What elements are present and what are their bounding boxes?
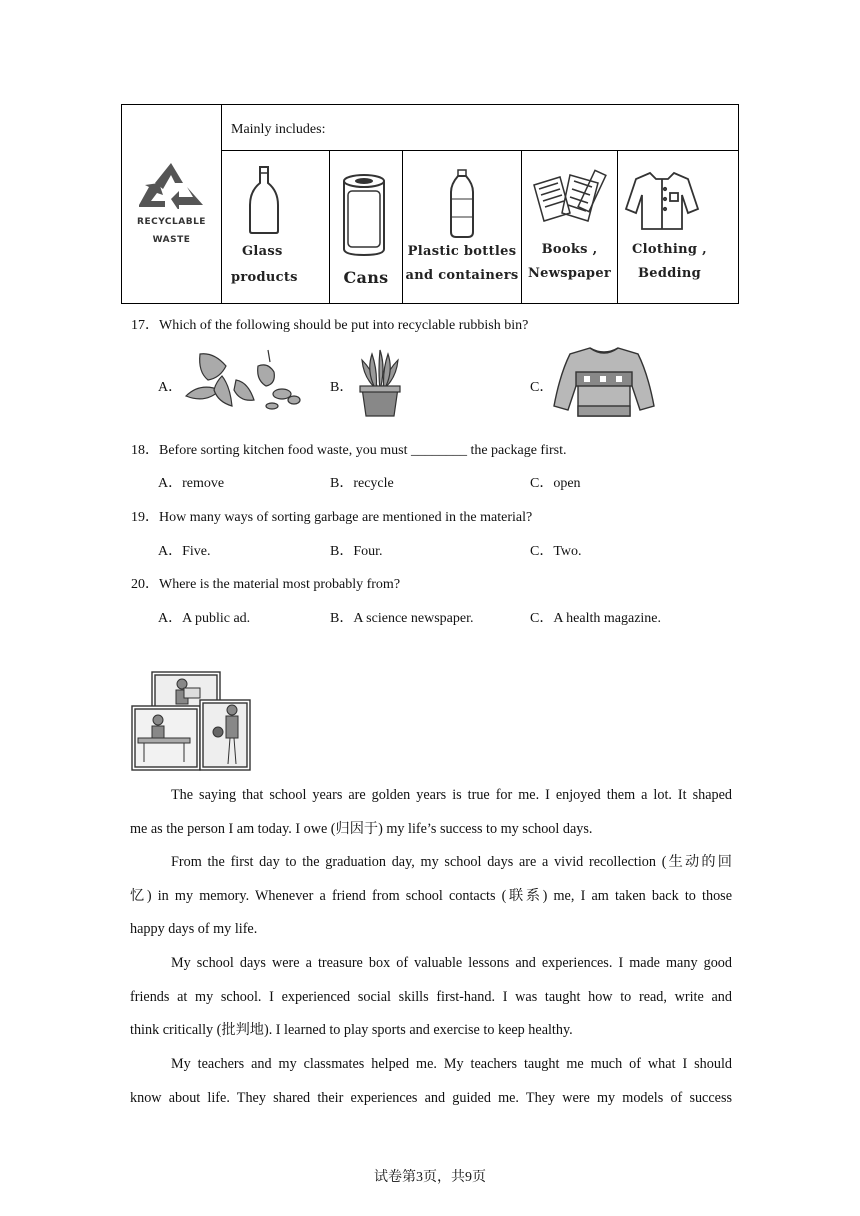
logo-caption-line2: WASTE	[152, 235, 191, 245]
table-header-cell	[222, 105, 738, 151]
option-letter: A．	[158, 380, 183, 395]
option-text: Five.	[182, 544, 211, 559]
item-cell-books	[522, 151, 618, 303]
option-letter: C．	[530, 544, 554, 559]
option-letter: A．	[158, 611, 183, 626]
passage-line: From the first day to the graduation day, my school days are a vivid recollection (生动的回	[171, 854, 732, 870]
option-letter: B．	[330, 476, 354, 491]
option-19-a[interactable]	[158, 540, 211, 560]
option-19-b[interactable]	[330, 540, 383, 560]
option-text: A science newspaper.	[353, 611, 474, 626]
passage-paragraph-4	[130, 1048, 732, 1115]
passage-line: know about life. They shared their experiences and guided me. They were my models of success	[130, 1089, 732, 1106]
option-letter: C．	[530, 380, 554, 395]
option-letter: B．	[330, 611, 354, 626]
item-label-line2: and containers	[405, 268, 519, 283]
item-cell-cans	[330, 151, 403, 303]
option-letter: A．	[158, 476, 183, 491]
option-17-a[interactable]	[158, 376, 182, 396]
food-scraps-icon	[182, 348, 302, 414]
potted-plant-icon	[358, 346, 402, 418]
question-18	[131, 439, 566, 459]
recycle-icon	[135, 161, 207, 209]
question-number: 17．	[131, 318, 159, 333]
option-letter: C．	[530, 476, 554, 491]
question-number: 19．	[131, 510, 159, 525]
sweater-icon	[550, 344, 658, 420]
passage-line: 忆) in my memory. Whenever a friend from school contacts (联系) me, I am taken back to those	[130, 887, 732, 904]
item-label-line1: Books ,	[541, 242, 598, 257]
option-text: remove	[182, 476, 225, 491]
recyclable-waste-table	[121, 104, 739, 304]
item-label-line2: Cans	[343, 268, 389, 287]
passage-paragraph-2	[130, 846, 732, 947]
option-18-a[interactable]	[158, 472, 224, 492]
question-text: Before sorting kitchen food waste, you must ________ the package first.	[159, 443, 567, 458]
option-letter: B．	[330, 544, 354, 559]
item-label-line1: Plastic bottles	[407, 244, 517, 259]
school-life-illustration	[130, 670, 252, 772]
item-cell-plastic	[403, 151, 522, 303]
option-20-b[interactable]	[330, 607, 473, 627]
passage-line: My school days were a treasure box of valuable lessons and experiences. I made many good	[171, 955, 732, 971]
option-text: Four.	[353, 544, 383, 559]
option-text: A health magazine.	[553, 611, 662, 626]
question-number: 20．	[131, 577, 159, 592]
item-label-line1: Glass	[242, 244, 283, 259]
option-20-c[interactable]	[530, 607, 661, 627]
option-17-b[interactable]	[330, 376, 353, 396]
glass-bottle-icon	[248, 165, 280, 235]
option-letter: B．	[330, 380, 354, 395]
option-text: recycle	[353, 476, 394, 491]
passage-paragraph-3	[130, 947, 732, 1048]
question-text: Which of the following should be put into recyclable rubbish bin?	[159, 318, 529, 333]
item-label-line1: Clothing ,	[632, 242, 707, 257]
option-letter: C．	[530, 611, 554, 626]
option-18-c[interactable]	[530, 472, 581, 492]
passage-line: me as the person I am today. I owe (归因于) my life’s success to my school days.	[130, 820, 593, 837]
question-number: 18．	[131, 443, 159, 458]
shirt-icon	[624, 169, 700, 231]
question-text: Where is the material most probably from?	[159, 577, 401, 592]
table-header: Mainly includes:	[231, 122, 326, 137]
option-letter: A．	[158, 544, 183, 559]
item-label-line2: Newspaper	[527, 266, 612, 281]
passage-line: happy days of my life.	[130, 921, 258, 938]
page-footer: 试卷第3页，共9页	[374, 1170, 486, 1185]
item-cell-clothing	[618, 151, 738, 303]
passage-line: My teachers and my classmates helped me. My teachers taught me much of what I should	[171, 1056, 732, 1072]
option-text: A public ad.	[182, 611, 251, 626]
option-19-c[interactable]	[530, 540, 582, 560]
item-label-line2: Bedding	[638, 266, 702, 281]
plastic-bottle-icon	[449, 169, 475, 239]
question-17	[131, 314, 528, 334]
can-icon	[342, 173, 386, 257]
passage-line: friends at my school. I experienced social skills first-hand. I was taught how to read, write and	[130, 988, 732, 1005]
option-text: open	[553, 476, 581, 491]
passage-paragraph-1	[130, 779, 732, 846]
passage-line: think critically (批判地). I learned to play sports and exercise to keep healthy.	[130, 1022, 573, 1039]
question-text: How many ways of sorting garbage are mentioned in the material?	[159, 510, 533, 525]
option-18-b[interactable]	[330, 472, 394, 492]
item-cell-glass	[222, 151, 330, 303]
question-20	[131, 573, 400, 593]
logo-caption-line1: RECYCLABLE	[137, 217, 206, 227]
recyclable-logo-cell	[122, 105, 222, 303]
passage-line: The saying that school years are golden years is true for me. I enjoyed them a lot. It shaped	[171, 787, 732, 803]
newspaper-icon	[530, 169, 610, 231]
option-20-a[interactable]	[158, 607, 250, 627]
question-19	[131, 506, 532, 526]
item-label-line2: products	[231, 270, 298, 285]
option-text: Two.	[553, 544, 582, 559]
